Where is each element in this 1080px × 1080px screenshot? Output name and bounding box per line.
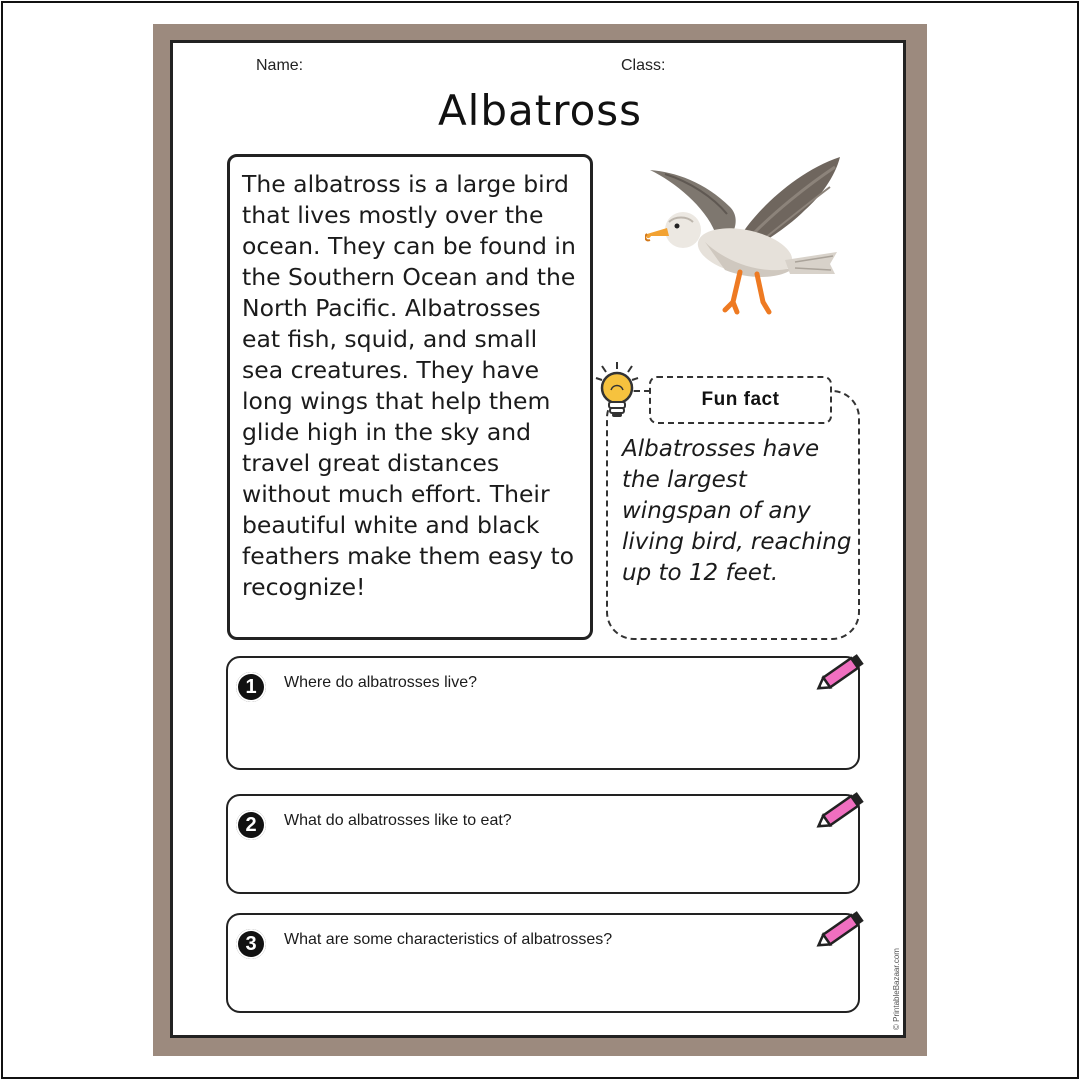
question-text-3: What are some characteristics of albatrosses? [284, 931, 613, 948]
worksheet-title: Albatross [437, 86, 643, 135]
pencil-icon [814, 648, 870, 698]
reading-passage-text: The albatross is a large bird that lives mostly over the ocean. They can be found in the Southern Ocean and the North Pacific. Albatrosses eat fish, squid, and small sea creatures. They have long wings that help them glide high in the sky and travel great distances without much effort. Their beautiful white and black feathers make them easy to recognize! [242, 170, 576, 601]
fun-fact-text: Albatrosses have the largest wingspan of any living bird, reaching up to 12 feet. [622, 436, 852, 586]
copyright-text: © PrintableBazaar.com [892, 948, 901, 1030]
question-number-3: 3 [236, 929, 266, 959]
albatross-illustration [645, 152, 845, 322]
question-number-1: 1 [236, 672, 266, 702]
reading-passage-box [227, 154, 593, 640]
question-box-3[interactable] [226, 913, 860, 1013]
question-text-2: What do albatrosses like to eat? [284, 812, 512, 829]
name-label: Name: [256, 57, 304, 74]
question-number-2: 2 [236, 810, 266, 840]
question-text-1: Where do albatrosses live? [284, 674, 477, 691]
fun-fact-label: Fun fact [649, 376, 832, 424]
lightbulb-icon [594, 360, 640, 420]
pencil-icon [814, 905, 870, 955]
question-box-1[interactable] [226, 656, 860, 770]
class-label: Class: [621, 57, 666, 74]
question-box-2[interactable] [226, 794, 860, 894]
pencil-icon [814, 786, 870, 836]
